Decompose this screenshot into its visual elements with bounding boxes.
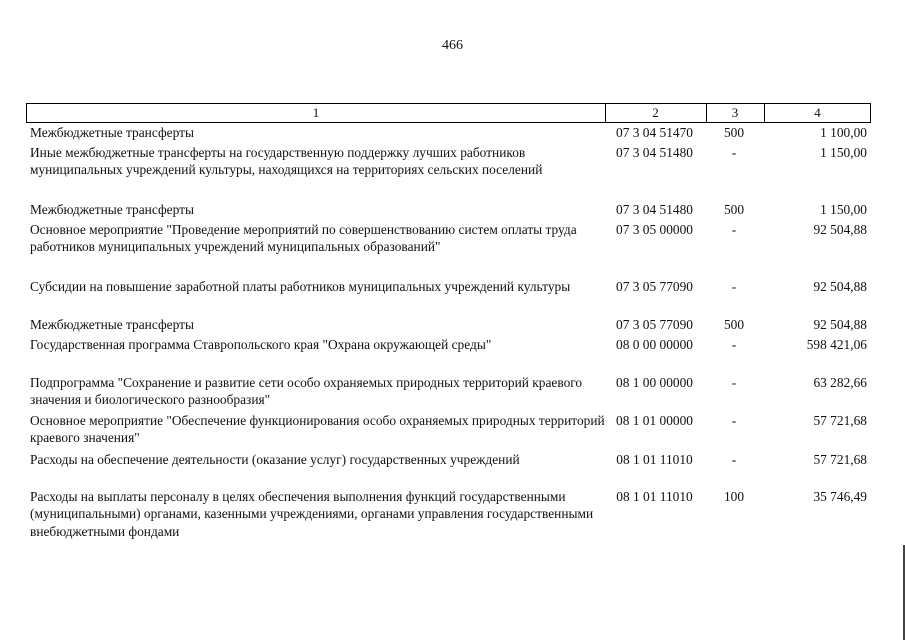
row-code: 08 1 01 11010 (616, 489, 693, 504)
row-code: 07 3 04 51470 (616, 125, 693, 140)
row-amount: 35 746,49 (813, 489, 867, 504)
row-type: - (731, 222, 737, 237)
row-name: Государственная программа Ставропольского края "Охрана окружающей среды" (30, 337, 492, 352)
row-code: 07 3 05 77090 (616, 279, 693, 294)
row-code: 07 3 05 00000 (616, 222, 693, 237)
header-col-2: 2 (605, 104, 707, 122)
row-type: - (731, 337, 737, 352)
table-header (26, 103, 871, 123)
row-name: Подпрограмма "Сохранение и развитие сети особо охраняемых природных территорий краевого значения и биологического разнообразия" (30, 375, 583, 408)
row-amount: 57 721,68 (813, 452, 867, 467)
row-name: Основное мероприятие "Обеспечение функционирования особо охраняемых природных территорий краевого значения" (30, 413, 605, 446)
row-code: 07 3 05 77090 (616, 317, 693, 332)
header-col-4: 4 (814, 105, 821, 120)
row-type: - (731, 145, 737, 160)
row-type: - (731, 413, 737, 428)
row-code: 07 3 04 51480 (616, 202, 693, 217)
row-code: 08 1 01 00000 (616, 413, 693, 428)
row-amount: 57 721,68 (813, 413, 867, 428)
row-amount: 1 150,00 (820, 202, 867, 217)
row-amount: 1 150,00 (820, 145, 867, 160)
header-col-1: 1 (27, 104, 606, 122)
row-name: Расходы на обеспечение деятельности (оказание услуг) государственных учреждений (30, 452, 520, 467)
row-name: Межбюджетные трансферты (30, 125, 194, 140)
row-name: Субсидии на повышение заработной платы работников муниципальных учреждений культуры (30, 279, 571, 294)
row-type: - (731, 452, 737, 467)
row-amount: 598 421,06 (806, 337, 867, 352)
row-type: - (731, 279, 737, 294)
row-name: Межбюджетные трансферты (30, 202, 194, 217)
row-type: 500 (723, 202, 745, 217)
row-name: Основное мероприятие "Проведение мероприятий по совершенствованию систем оплаты труда работников муниципальных учреждений муниципальных образований" (30, 222, 577, 255)
row-type: 100 (723, 489, 745, 504)
header-col-3: 3 (706, 104, 765, 122)
row-code: 08 0 00 00000 (616, 337, 693, 352)
row-code: 07 3 04 51480 (616, 145, 693, 160)
row-amount: 1 100,00 (820, 125, 867, 140)
row-amount: 92 504,88 (813, 222, 867, 237)
row-type: 500 (723, 125, 745, 140)
row-code: 08 1 00 00000 (616, 375, 693, 390)
row-name: Межбюджетные трансферты (30, 317, 194, 332)
row-name: Расходы на выплаты персоналу в целях обеспечения выполнения функций государственными (муниципальными) органами, казенными учреждениями, органами управления государственными внебюджетными фондами (30, 489, 594, 539)
row-name: Иные межбюджетные трансферты на государственную поддержку лучших работников муниципальных учреждений культуры, находящихся на территориях сельских поселений (30, 145, 543, 178)
page-number: 466 (442, 38, 463, 53)
row-amount: 92 504,88 (813, 279, 867, 294)
row-code: 08 1 01 11010 (616, 452, 693, 467)
row-amount: 92 504,88 (813, 317, 867, 332)
row-type: 500 (723, 317, 745, 332)
row-type: - (731, 375, 737, 390)
row-amount: 63 282,66 (813, 375, 867, 390)
